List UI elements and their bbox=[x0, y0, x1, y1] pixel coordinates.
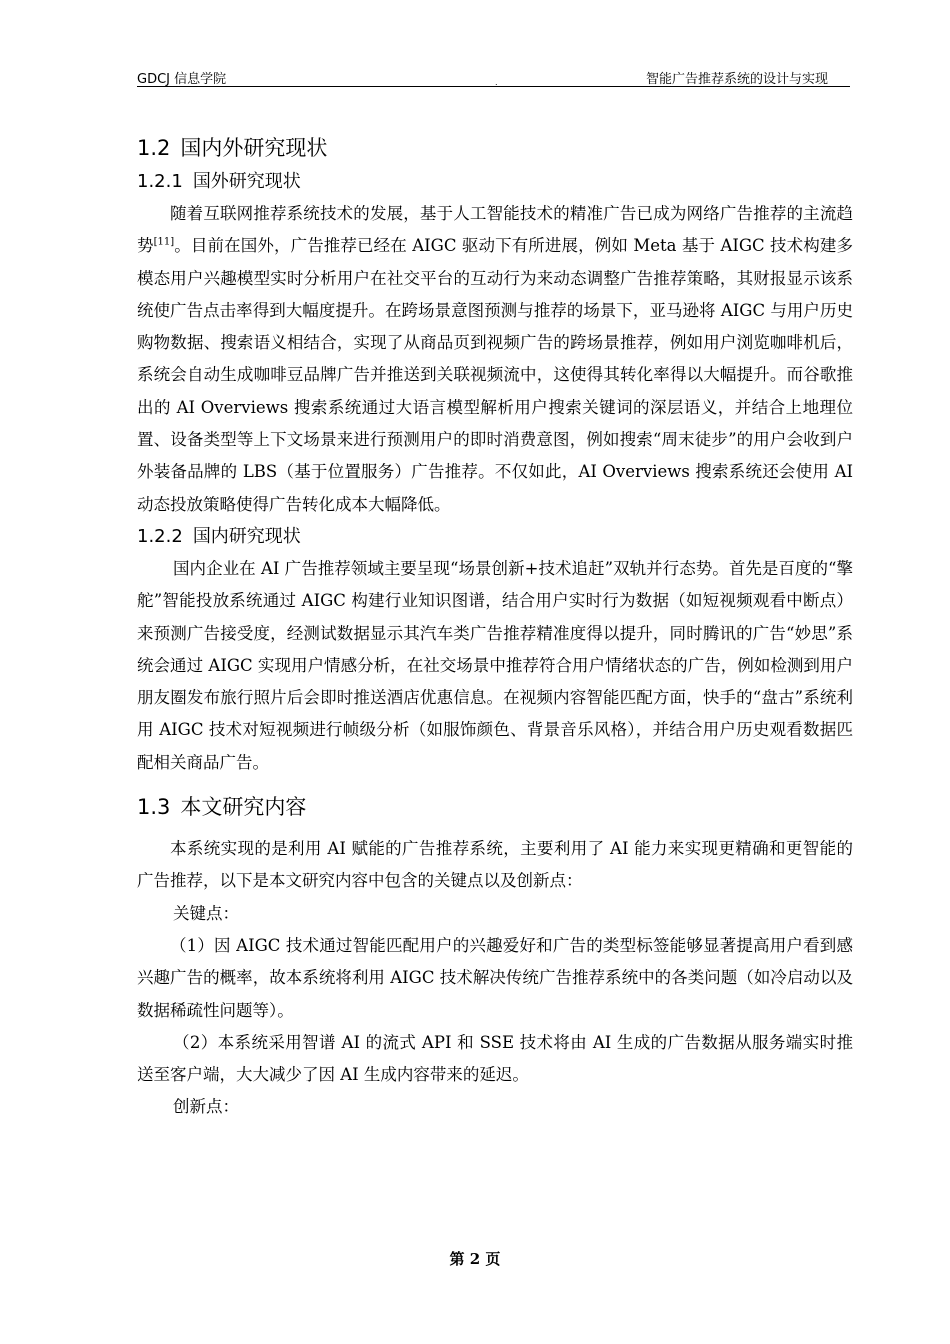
key-points-label: 关键点： bbox=[173, 903, 239, 923]
heading-title: 国外研究现状 bbox=[192, 171, 301, 192]
heading-number: 1.2 bbox=[137, 136, 171, 160]
heading-title: 本文研究内容 bbox=[180, 795, 307, 820]
paragraph-text: 。目前在国外，广告推荐已经在 AIGC 驱动下有所进展，例如 Meta 基于 AIGC 技术构建多模态用户兴趣模型实时分析用户在社交平台的互动行为来动态调整广告推荐策略，其财报显示该系统使广告点击率得到大幅度提升。在跨场景意图预测与推荐的场景下，亚马逊将 AIGC 与用户历史购物数据、搜索语义相结合，实现了从商品页到视频广告的跨场景推荐，例如用户浏览咖啡机后，系统会自动生成咖啡豆品牌广告并推送到关联视频流中，这使得其转化率得以大幅提升。而谷歌推出的 AI Overviews 搜索系统通过大语言模型解析用户搜索关键词的深层语义，并结合上地理位置、设备类型等上下文场景来进行预测用户的即时消费意图，例如搜索“周末徒步”的用户会收到户外装备品牌的 LBS（基于位置服务）广告推荐。不仅如此，AI Overviews 搜索系统还会使用 AI 动态投放策略使得广告转化成本大幅降低。 bbox=[137, 236, 854, 514]
heading-number: 1.2.1 bbox=[137, 171, 183, 192]
page-body bbox=[137, 130, 853, 1124]
paragraph-domestic-research: 国内企业在 AI 广告推荐领域主要呈现“场景创新+技术追赶”双轨并行态势。首先是百度的“擎舵”智能投放系统通过 AIGC 构建行业知识图谱，结合用户实时行为数据（如短视频观看中断点）来预测广告接受度，经测试数据显示其汽车类广告推荐精准度得以提升，同时腾讯的广告“妙思”系统会通过 AIGC 实现用户情感分析，在社交场景中推荐符合用户情绪状态的广告，例如检测到用户朋友圈发布旅行照片后会即时推送酒店优惠信息。在视频内容智能匹配方面，快手的“盘古”系统利用 AIGC 技术对短视频进行帧级分析（如服饰颜色、背景音乐风格），并结合用户历史观看数据匹配相关商品广告。 bbox=[137, 558, 853, 772]
innovation-points-label: 创新点： bbox=[173, 1097, 239, 1117]
header-institution: GDCJ 信息学院 bbox=[137, 72, 227, 87]
heading-number: 1.2.2 bbox=[137, 525, 183, 547]
paragraph-text: 随着互联网推荐系统技术的发展，基于人工智能技术的精准广告已成为网络广告推荐的主流趋势 bbox=[137, 204, 853, 256]
key-point-2: （2）本系统采用智谱 AI 的流式 API 和 SSE 技术将由 AI 生成的广告数据从服务端实时推送至客户端，大大减少了因 AI 生成内容带来的延迟。 bbox=[137, 1032, 853, 1085]
heading-title: 国内研究现状 bbox=[192, 525, 301, 547]
header-thesis-title: 智能广告推荐系统的设计与实现 bbox=[645, 72, 828, 87]
paragraph-research-content: 本系统实现的是利用 AI 赋能的广告推荐系统，主要利用了 AI 能力来实现更精确和更智能的广告推荐，以下是本文研究内容中包含的关键点以及创新点： bbox=[137, 839, 853, 891]
heading-1-3 bbox=[137, 789, 853, 825]
heading-1-2 bbox=[137, 130, 853, 166]
heading-number: 1.3 bbox=[137, 795, 171, 820]
citation-ref: [11] bbox=[153, 236, 175, 248]
paragraph-foreign-research bbox=[137, 198, 853, 521]
heading-1-2-1 bbox=[137, 166, 853, 198]
key-point-1: （1）因 AIGC 技术通过智能匹配用户的兴趣爱好和广告的类型标签能够显著提高用户看到感兴趣广告的概率，故本系统将利用 AIGC 技术解决传统广告推荐系统中的各类问题（如冷启动以及数据稀疏性问题等）。 bbox=[137, 935, 853, 1020]
heading-title: 国内外研究现状 bbox=[180, 136, 328, 160]
page-number: 第 2 页 bbox=[449, 1250, 501, 1268]
heading-1-2-2 bbox=[137, 521, 853, 553]
header-mark: . bbox=[495, 78, 498, 87]
page-header bbox=[137, 66, 850, 87]
